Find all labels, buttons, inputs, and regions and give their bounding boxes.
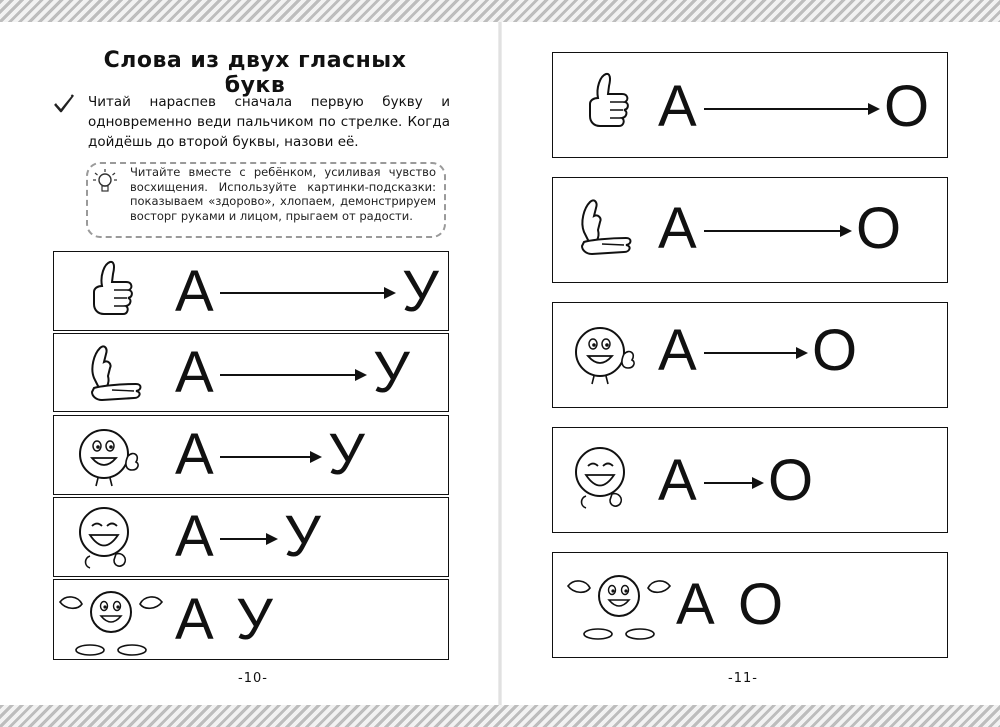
first-letter: А bbox=[658, 196, 697, 261]
second-letter: О bbox=[738, 572, 784, 637]
second-letter: О bbox=[768, 448, 814, 513]
clapping-hands-icon bbox=[570, 192, 640, 260]
jumping-face-icon bbox=[56, 582, 166, 658]
reading-arrow bbox=[704, 482, 762, 484]
reading-arrow bbox=[220, 456, 320, 458]
lightbulb-icon bbox=[92, 168, 118, 198]
thumbs-up-icon bbox=[80, 256, 140, 326]
page-number-left: -10- bbox=[238, 671, 268, 686]
thumbs-up-icon bbox=[576, 68, 636, 138]
first-letter: А bbox=[175, 259, 214, 324]
smiling-face-icon bbox=[70, 420, 150, 490]
top-stripe-border bbox=[0, 0, 1000, 22]
clapping-hands-icon bbox=[80, 338, 150, 406]
reading-arrow bbox=[704, 230, 850, 232]
second-letter: У bbox=[328, 422, 365, 487]
laughing-face-icon bbox=[70, 502, 150, 572]
laughing-face-icon bbox=[566, 442, 646, 512]
second-letter: О bbox=[812, 318, 858, 383]
second-letter: У bbox=[402, 259, 439, 324]
first-letter: А bbox=[658, 448, 697, 513]
reading-arrow bbox=[704, 108, 878, 110]
first-letter: А bbox=[175, 340, 214, 405]
book-gutter bbox=[498, 22, 502, 705]
bottom-stripe-border bbox=[0, 705, 1000, 727]
first-letter: А bbox=[175, 587, 214, 652]
page-number-right: -11- bbox=[728, 671, 758, 686]
second-letter: У bbox=[236, 587, 273, 652]
page-title: Слова из двух гласных букв bbox=[103, 48, 407, 98]
reading-arrow bbox=[220, 374, 365, 376]
first-letter: А bbox=[658, 74, 697, 139]
first-letter: А bbox=[175, 504, 214, 569]
reading-arrow bbox=[704, 352, 806, 354]
first-letter: А bbox=[175, 422, 214, 487]
instruction-text: Читай нараспев сначала первую букву и одновременно веди пальчиком по стрелке. Когда дойдёшь до второй буквы, назови её. bbox=[88, 94, 450, 150]
second-letter: У bbox=[373, 340, 410, 405]
jumping-face-icon bbox=[564, 566, 674, 642]
second-letter: О bbox=[884, 74, 930, 139]
parent-tip-text: Читайте вместе с ребёнком, усиливая чувство восхищения. Используйте картинки-подсказки: показываем «здорово», хлопаем, демонстрируем восторг руками и лицом, прыгаем от радости. bbox=[130, 165, 436, 223]
first-letter: А bbox=[658, 318, 697, 383]
checkmark-icon bbox=[52, 92, 76, 116]
reading-arrow bbox=[220, 538, 276, 540]
second-letter: О bbox=[856, 196, 902, 261]
second-letter: У bbox=[284, 504, 321, 569]
smiling-face-icon bbox=[566, 318, 646, 388]
reading-arrow bbox=[220, 292, 394, 294]
first-letter: А bbox=[676, 572, 715, 637]
